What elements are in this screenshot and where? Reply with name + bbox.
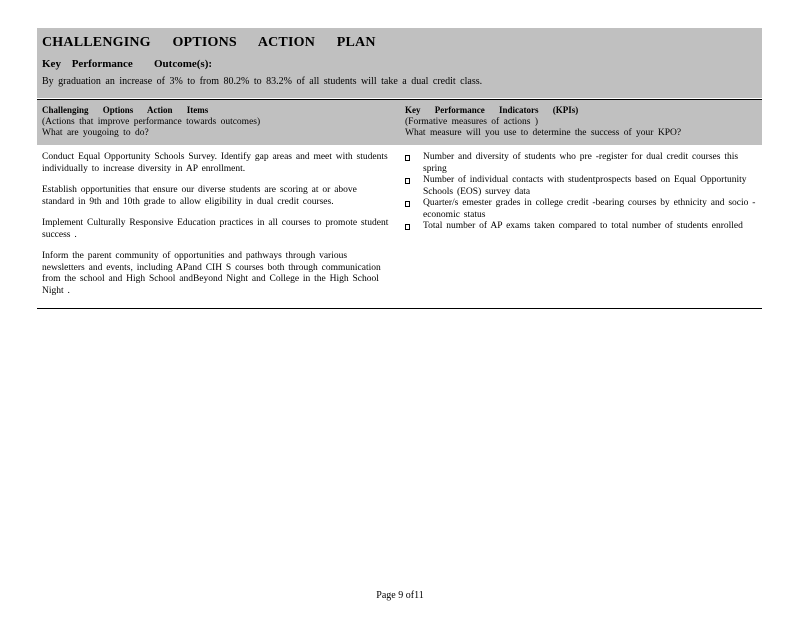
bullet-box-icon — [405, 155, 410, 161]
kpi-item-text: Quarter/s emester grades in college credit -bearing courses by ethnicity and socio -economic status — [423, 198, 756, 220]
kpi-subheading: (Formative measures of actions ) — [405, 116, 539, 127]
kpi-item — [405, 198, 757, 221]
kpi-list — [405, 152, 757, 233]
action-item: Establish opportunities that ensure our diverse students are scoring at or above standard in 9th and 10th grade to allow eligibility in dual credit courses. — [42, 185, 357, 207]
kpi-item — [405, 175, 757, 198]
kpi-header — [405, 105, 755, 140]
kpi-item — [405, 221, 757, 233]
action-items-subheading: (Actions that improve performance towards outcomes) — [42, 116, 261, 127]
kpo-label: Key Performance — [42, 58, 133, 70]
kpi-heading: Key Performance Indicators (KPIs) — [405, 105, 579, 115]
page-number: Page 9 of11 — [376, 590, 424, 601]
kpi-item-text: Total number of AP exams taken compared to total number of students enrolled — [423, 221, 743, 231]
kpi-question: What measure will you use to determine the success of your KPO? — [405, 128, 682, 138]
column-header-row — [37, 100, 762, 145]
kpi-item-text: Number and diversity of students who pre -register for dual credit courses this spring — [423, 152, 739, 174]
kpo-outcome-label: Outcome(s): — [154, 58, 213, 70]
action-items-question: What are yougoing to do? — [42, 128, 149, 138]
action-items-header — [42, 105, 392, 140]
action-item: Inform the parent community of opportunities and pathways through various newsletters and events, including APand CIH S courses both through communication from the school and High School andBeyond Night and College in the High School Night . — [42, 251, 381, 296]
action-item: Implement Culturally Responsive Education practices in all courses to promote student success . — [42, 218, 389, 240]
action-items-heading: Challenging Options Action Items — [42, 105, 209, 115]
bullet-box-icon — [405, 178, 410, 184]
plan-title: CHALLENGING OPTIONS ACTION PLAN — [42, 35, 376, 50]
bottom-divider — [37, 308, 762, 309]
kpi-item — [405, 152, 757, 175]
bullet-box-icon — [405, 224, 410, 230]
kpi-item-text: Number of individual contacts with studentprospects based on Equal Opportunity Schools (EOS) survey data — [423, 175, 747, 197]
action-item: Conduct Equal Opportunity Schools Survey. Identify gap areas and meet with students individually to increase diversity in AP enrollment. — [42, 152, 388, 174]
kpo-goal-text: By graduation an increase of 3% to from 80.2% to 83.2% of all students will take a dual credit class. — [42, 76, 483, 87]
action-items-list — [42, 152, 392, 307]
plan-header — [37, 28, 762, 98]
bullet-box-icon — [405, 201, 410, 207]
